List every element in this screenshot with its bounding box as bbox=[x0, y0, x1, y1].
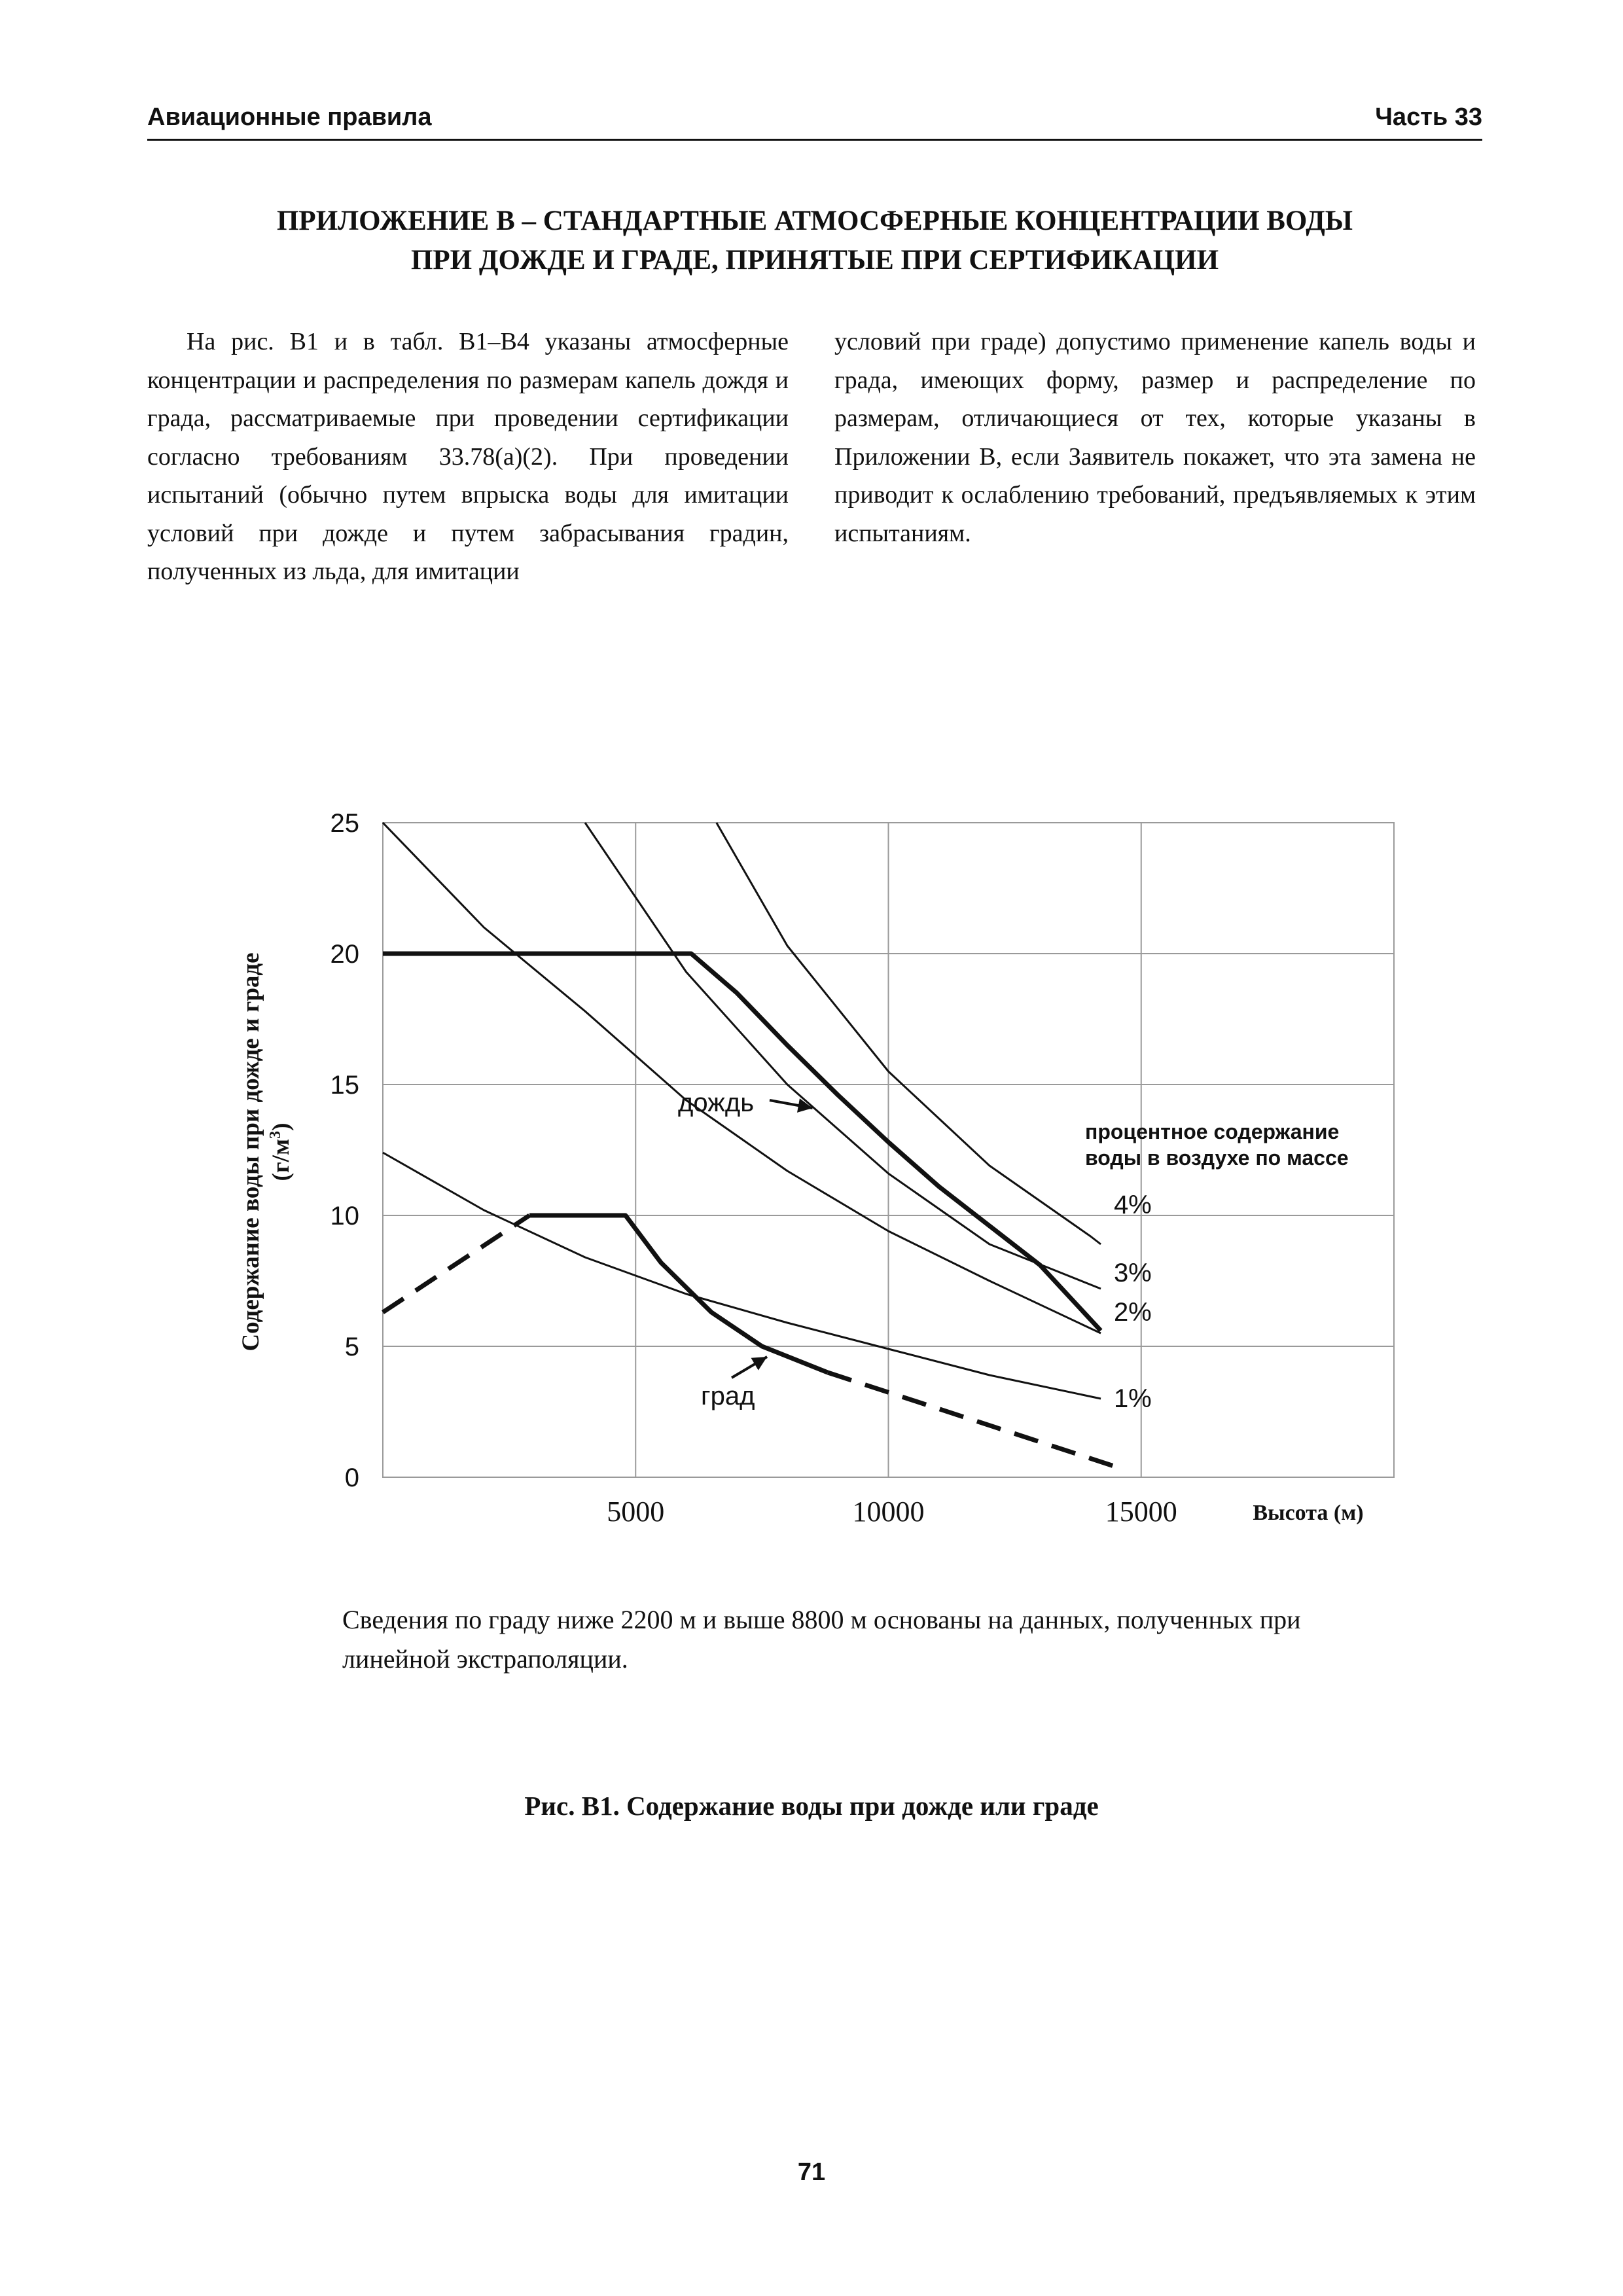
series-line-hail-extrapolation bbox=[828, 1372, 1116, 1467]
y-axis-label bbox=[238, 952, 294, 1351]
x-tick-label: 15000 bbox=[1105, 1496, 1177, 1528]
body-paragraph-left: На рис. В1 и в табл. В1–В4 указаны атмосферные концентрации и распределения по размерам капель дождя и града, рассматриваемые при проведении сертификации согласно требованиям 33.78(а)(2). При проведении испытаний (обычно путем впрыска воды для имитации условий при дожде и путем забрасывания градин, полученных из льда, для имитации bbox=[147, 328, 789, 585]
chart-note: Сведения по граду ниже 2200 м и выше 8800 м основаны на данных, полученных при линейной экстраполяции. bbox=[342, 1605, 1301, 1674]
series-line-1 bbox=[585, 823, 1101, 1289]
series-line-4 bbox=[383, 954, 1101, 1331]
x-axis-label: Высота (м) bbox=[1253, 1501, 1364, 1525]
appendix-title-line-1: ПРИЛОЖЕНИЕ В – СТАНДАРТНЫЕ АТМОСФЕРНЫЕ КОНЦЕНТРАЦИИ ВОДЫ bbox=[276, 206, 1353, 236]
chart-labels bbox=[238, 809, 1364, 1528]
body-paragraph-right: условий при граде) допустимо применение капель воды и града, имеющих форму, размер и распределение по размерам, отличающиеся от тех, которые указаны в Приложении В, если Заявитель покажет, что эта замена не приводит к ослаблению требований, предъявляемых к этим испытаниям. bbox=[834, 328, 1476, 547]
appendix-title-line-2: ПРИ ДОЖДЕ И ГРАДЕ, ПРИНЯТЫЕ ПРИ СЕРТИФИКАЦИИ bbox=[410, 245, 1219, 276]
series-line-3 bbox=[383, 1153, 1101, 1399]
series-line-5 bbox=[529, 1215, 828, 1372]
running-header-title: Авиационные правила bbox=[147, 103, 432, 131]
y-tick-label: 20 bbox=[330, 940, 359, 969]
annotation-label: 3% bbox=[1113, 1259, 1152, 1287]
x-tick-label: 10000 bbox=[852, 1496, 925, 1528]
series-line-2 bbox=[383, 823, 1101, 1333]
legend-title-line: воды в воздухе по массе bbox=[1085, 1146, 1349, 1170]
x-tick-label: 5000 bbox=[607, 1496, 665, 1528]
y-tick-label: 25 bbox=[330, 809, 359, 838]
page-number: 71 bbox=[797, 2159, 826, 2186]
annotation-label: 2% bbox=[1113, 1298, 1152, 1327]
annotation-label: 4% bbox=[1113, 1191, 1152, 1219]
legend-title-line: процентное содержание bbox=[1085, 1120, 1340, 1143]
y-tick-label: 0 bbox=[344, 1463, 359, 1492]
figure-caption: Рис. В1. Содержание воды при дожде или граде bbox=[524, 1791, 1099, 1821]
y-axis-label-line-1: Содержание воды при дожде и граде bbox=[238, 952, 264, 1352]
y-tick-label: 15 bbox=[330, 1071, 359, 1100]
series-line-hail-extrapolation bbox=[383, 1215, 529, 1312]
annotation-label: 1% bbox=[1113, 1384, 1152, 1413]
running-header-part: Часть 33 bbox=[1375, 103, 1482, 131]
y-axis-label-line-2: $(г/м^3)$ bbox=[267, 1122, 294, 1181]
annotation-label: град bbox=[701, 1382, 755, 1410]
y-tick-label: 10 bbox=[330, 1202, 359, 1230]
y-tick-label: 5 bbox=[344, 1333, 359, 1361]
chart-series bbox=[383, 823, 1116, 1467]
annotation-label: дождь bbox=[678, 1088, 755, 1117]
